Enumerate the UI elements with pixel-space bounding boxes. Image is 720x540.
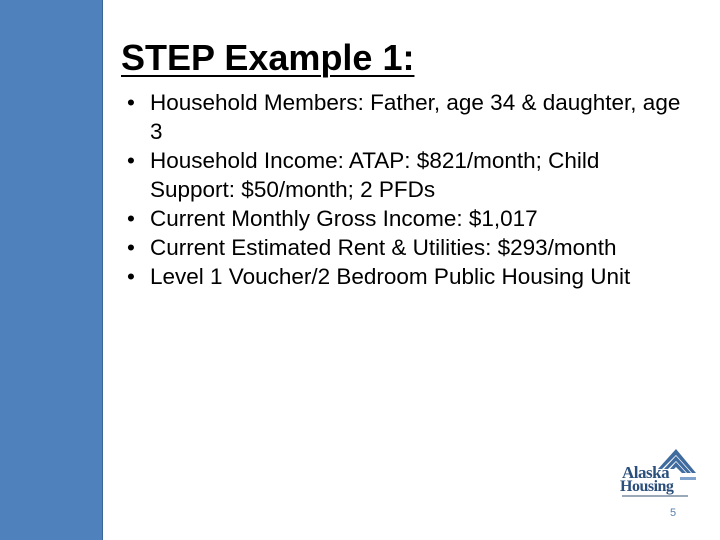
logo-tagline-rule [622,495,688,497]
page-number: 5 [669,507,677,519]
bullet-list [127,88,687,291]
logo-text-line1: Alaska [622,463,670,482]
bullet-item: • Current Monthly Gross Income: $1,017 [127,204,687,233]
side-accent-bar [0,0,103,540]
logo-text-line2: Housing [620,478,674,495]
bullet-item: • Household Members: Father, age 34 & daughter, age 3 [127,88,687,146]
slide-title: STEP Example 1: [121,37,415,78]
bullet-item: • Level 1 Voucher/2 Bedroom Public Housing Unit [127,262,687,291]
bullet-item: • Household Income: ATAP: $821/month; Child Support: $50/month; 2 PFDs [127,146,687,204]
alaska-housing-logo [618,447,700,499]
bullet-item: • Current Estimated Rent & Utilities: $293/month [127,233,687,262]
